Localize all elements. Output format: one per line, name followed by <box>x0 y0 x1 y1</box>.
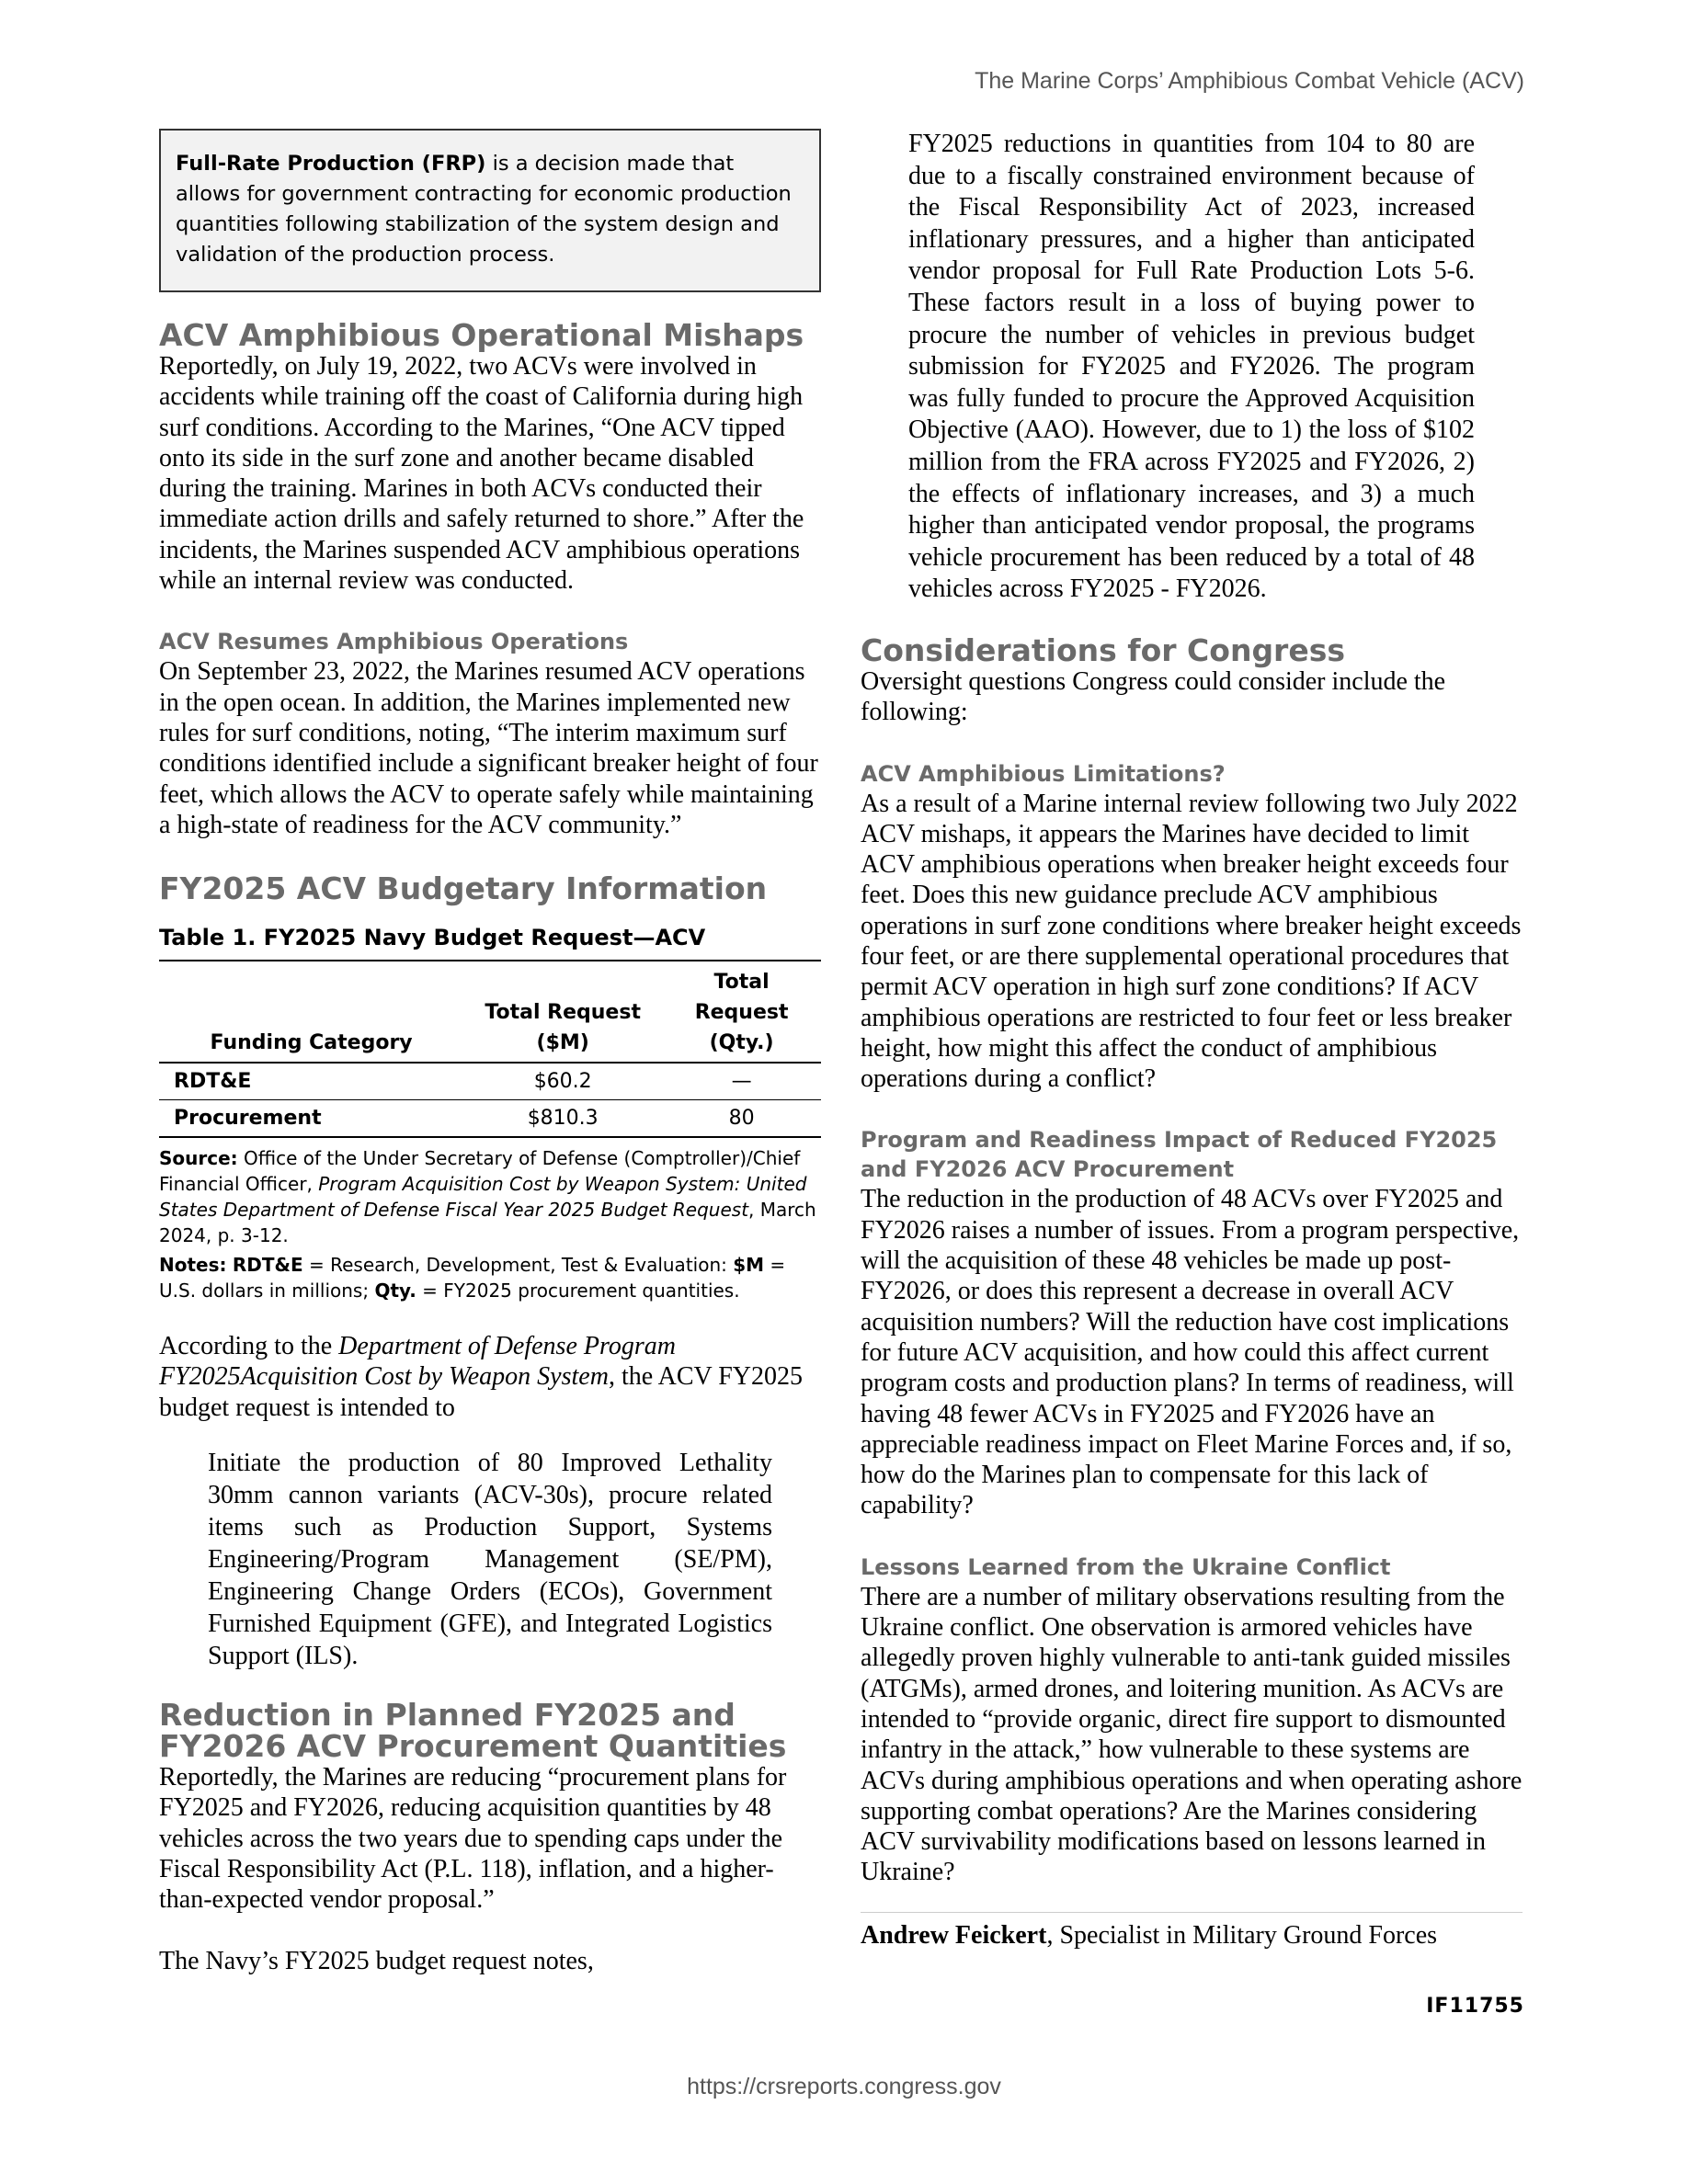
limitations-heading: ACV Amphibious Limitations? <box>861 760 1226 787</box>
col-header-qty-line2: Request <box>694 1001 789 1025</box>
impact-paragraph: The reduction in the production of 48 ACVs over FY2025 and FY2026 raises a number of issues. From a program perspective, will the acquisition of these 48 vehicles be made up post-FY2026, or does this represent a decrease in overall ACV acquisition numbers? Will the reduction have cost implications for future ACV acquisition, and how could this affect current program costs and production plans? In terms of readiness, will having 48 fewer ACVs in FY2025 and FY2026 have an appreciable readiness impact on Fleet Marine Forces and, if so, how do the Marines plan to compensate for this lack of capability? <box>861 1185 1520 1520</box>
notes-rdte-def: = Research, Development, Test & Evaluation: <box>302 1254 734 1277</box>
table-row <box>159 1063 821 1100</box>
intro-pre: According to the <box>159 1332 339 1361</box>
footer-url[interactable]: https://crsreports.congress.gov <box>687 2074 1001 2099</box>
budget-quote: Initiate the production of 80 Improved Lethality 30mm cannon variants (ACV-30s), procure related items such as Production Support, Systems Engineering/Program Management (SE/PM), Engineering Change Orders (ECOs), Government Furnished Equipment (GFE), and Integrated Logistics Support (ILS). <box>208 1449 772 1671</box>
intro-post: , the ACV FY2025 budget request is intended to <box>159 1362 804 1422</box>
table-title: Table 1. FY2025 Navy Budget Request—ACV <box>159 925 706 951</box>
resumes-paragraph: On September 23, 2022, the Marines resumed ACV operations in the open ocean. In addition, the Marines implemented new rules for surf conditions, noting, “The interim maximum surf conditions identified include a significant breaker height of four feet, which allows the ACV to operate safely while maintaining a high-state of readiness for the ACV community.” <box>159 657 818 839</box>
congress-heading: Considerations for Congress <box>861 631 1346 668</box>
notes-label: Notes: <box>159 1254 227 1277</box>
author-divider <box>861 1912 1523 1913</box>
reduction-heading-line2: FY2026 ACV Procurement Quantities <box>159 1728 787 1765</box>
table-source <box>159 1145 821 1248</box>
intro-title: Department of Defense Program FY2025Acquisition Cost by Weapon System <box>159 1332 676 1392</box>
budget-intro <box>159 1331 821 1423</box>
table-notes <box>159 1252 821 1303</box>
row-category: Procurement <box>174 1107 322 1131</box>
frp-definition: is a decision made that allows for government contracting for economic production quantities following stabilization of the system design and validation of the production process. <box>176 152 792 267</box>
col-header-qty <box>662 961 821 1063</box>
col-header-total-line1: Total Request <box>485 1001 641 1025</box>
notes-m: $M <box>733 1254 765 1277</box>
notes-rdte: RDT&E <box>232 1254 303 1277</box>
source-title: Program Acquisition Cost by Weapon System: United States Department of Defense Fiscal Year 2025 Budget Request <box>159 1173 807 1222</box>
notes-m-def: = U.S. dollars in millions; <box>159 1254 786 1302</box>
col-header-qty-line1: Total <box>713 971 770 995</box>
right-column <box>861 129 1523 1951</box>
author-name: Andrew Feickert <box>861 1920 1047 1950</box>
table-header-row <box>159 961 821 1063</box>
row-category: RDT&E <box>174 1070 252 1094</box>
table-row <box>159 1100 821 1138</box>
ukraine-paragraph: There are a number of military observations resulting from the Ukraine conflict. One observation is armored vehicles have allegedly proven highly vulnerable to anti-tank guided missiles (ATGMs), armed drones, and loitering munition. As ACVs are intended to “provide organic, direct fire support to dismounted infantry in the attack,” how vulnerable to these systems are ACVs during amphibious operations and when operating ashore supporting combat operations? Are the Marines considering ACV survivability modifications based on lessons learned in Ukraine? <box>861 1582 1523 1887</box>
resumes-heading: ACV Resumes Amphibious Operations <box>159 629 629 655</box>
running-header: The Marine Corps’ Amphibious Combat Vehicle (ACV) <box>975 68 1524 94</box>
mishaps-paragraph: Reportedly, on July 19, 2022, two ACVs were involved in accidents while training off the coast of California during high surf conditions. According to the Marines, “One ACV tipped onto its side in the surf zone and another became disabled during the training. Marines in both ACVs conducted their immediate action drills and safely returned to shore.” After the incidents, the Marines suspended ACV amphibious operations while an internal review was conducted. <box>159 352 804 596</box>
col-header-category: Funding Category <box>210 1031 413 1055</box>
left-column <box>159 129 821 1976</box>
report-id: IF11755 <box>1426 1995 1524 2018</box>
row-qty: — <box>731 1070 752 1094</box>
source-label: Source: <box>159 1147 238 1170</box>
row-total: $60.2 <box>533 1070 592 1094</box>
author-line <box>861 1920 1523 1951</box>
frp-term: Full-Rate Production (FRP) <box>176 152 486 176</box>
frp-definition-box <box>159 129 821 292</box>
ukraine-heading: Lessons Learned from the Ukraine Conflict <box>861 1553 1391 1580</box>
navy-intro: The Navy’s FY2025 budget request notes, <box>159 1946 594 1975</box>
col-header-qty-line3: (Qty.) <box>709 1031 774 1055</box>
source-post: , March 2024, p. 3-12. <box>159 1199 816 1247</box>
col-header-total-line2: ($M) <box>536 1031 589 1055</box>
reduction-heading <box>159 1697 821 1765</box>
notes-qty: Qty. <box>374 1280 416 1302</box>
budget-heading: FY2025 ACV Budgetary Information <box>159 870 768 907</box>
source-pre: Office of the Under Secretary of Defense (Comptroller)/Chief Financial Officer, <box>159 1147 801 1196</box>
congress-intro: Oversight questions Congress could consider include the following: <box>861 666 1446 727</box>
notes-qty-def: = FY2025 procurement quantities. <box>416 1280 740 1302</box>
row-total: $810.3 <box>527 1107 599 1131</box>
mishaps-heading: ACV Amphibious Operational Mishaps <box>159 317 804 353</box>
reduction-heading-line1: Reduction in Planned FY2025 and <box>159 1697 736 1734</box>
row-qty: 80 <box>728 1107 755 1131</box>
navy-quote: FY2025 reductions in quantities from 104 to 80 are due to a fiscally constrained environment because of the Fiscal Responsibility Act of 2023, increased inflationary pressures, and a higher than anticipated vendor proposal for Full Rate Production Lots 5-6. These factors result in a loss of buying power to procure the number of vehicles in previous budget submission for FY2025 and FY2026. The program was fully funded to procure the Approved Acquisition Objective (AAO). However, due to 1) the loss of $102 million from the FRA across FY2025 and FY2026, 2) the effects of inflationary increases, and 3) a much higher than anticipated vendor proposal, the programs vehicle procurement has been reduced by a total of 48 vehicles across FY2025 - FY2026. <box>908 130 1475 604</box>
impact-heading: Program and Readiness Impact of Reduced FY2025 and FY2026 ACV Procurement <box>861 1127 1498 1183</box>
budget-table <box>159 960 821 1138</box>
col-header-total <box>463 961 662 1063</box>
author-title: , Specialist in Military Ground Forces <box>1046 1920 1438 1950</box>
reduction-paragraph: Reportedly, the Marines are reducing “procurement plans for FY2025 and FY2026, reducing acquisition quantities by 48 vehicles across the two years due to spending caps under the Fiscal Responsibility Act (P.L. 118), inflation, and a higher-than-expected vendor proposal.” <box>159 1763 787 1915</box>
limitations-paragraph: As a result of a Marine internal review following two July 2022 ACV mishaps, it appears the Marines have decided to limit ACV amphibious operations when breaker height exceeds four feet. Does this new guidance preclude ACV amphibious operations in surf zone conditions where breaker height exceeds four feet, or are there supplemental operational procedures that permit ACV operation in high surf zone conditions? If ACV amphibious operations are restricted to four feet or less breaker height, how might this affect the conduct of amphibious operations during a conflict? <box>861 789 1522 1094</box>
